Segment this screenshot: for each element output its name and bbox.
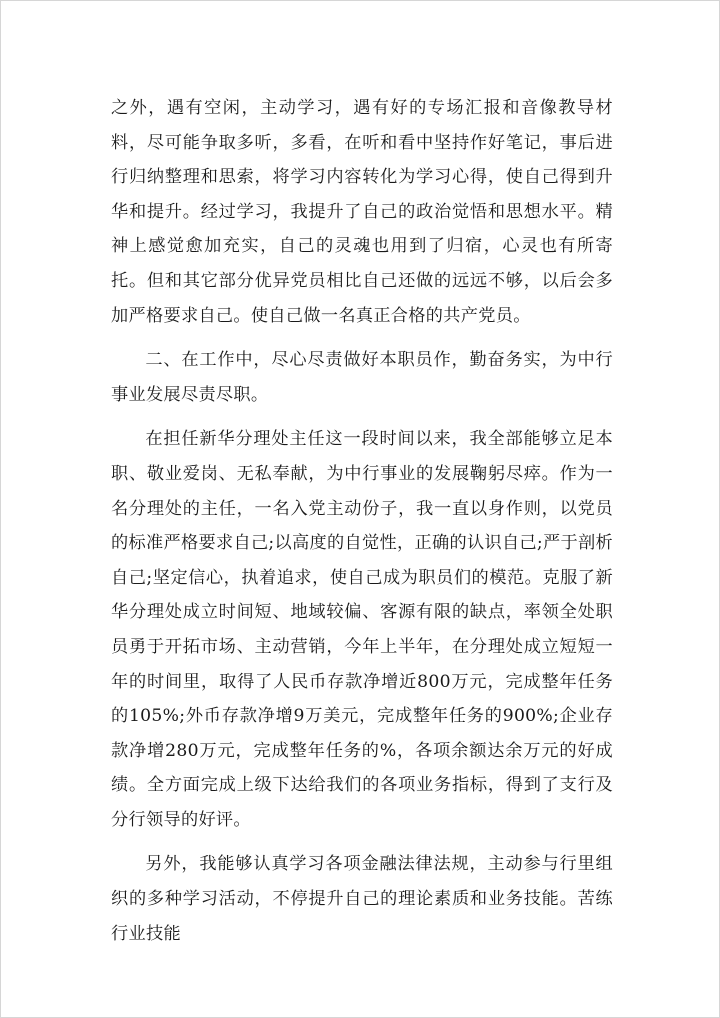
paragraph-additional-learning: 另外，我能够认真学习各项金融法律法规，主动参与行里组织的多种学习活动，不停提升自己的理论素质和业务技能。苦练行业技能	[111, 854, 613, 944]
paragraph-study-continuation: 之外，遇有空闲，主动学习，遇有好的专场汇报和音像教导材料，尽可能争取多听，多看，在听和看中坚持作好笔记，事后进行归纳整理和思索，将学习内容转化为学习心得，使自己得到升华和提升。经过学习，我提升了自己的政治觉悟和思想水平。精神上感觉愈加充实，自己的灵魂也用到了归宿，心灵也有所寄托。但和其它部分优异党员相比自己还做的远远不够，以后会多加严格要求自己。使自己做一名真正合格的共产党员。	[111, 98, 613, 326]
paragraph-branch-achievements: 在担任新华分理处主任这一段时间以来，我全部能够立足本职、敬业爱岗、无私奉献，为中行事业的发展鞠躬尽瘁。作为一名分理处的主任，一名入党主动份子，我一直以身作则，以党员的标准严格要求自己;以高度的自觉性，正确的认识自己;严于剖析自己;坚定信心，执着追求，使自己成为职员们的模范。克服了新华分理处成立时间短、地域较偏、客源有限的缺点，率领全处职员勇于开拓市场、主动营销，今年上半年，在分理处成立短短一年的时间里，取得了人民币存款净增近800万元，完成整年任务的105%;外币存款净增9万美元，完成整年任务的900%;企业存款净增280万元，完成整年任务的%，各项余额达余万元的好成绩。全方面完成上级下达给我们的各项业务指标，得到了支行及分行领导的好评。	[111, 429, 613, 830]
paragraph-section-heading-work: 二、在工作中，尽心尽责做好本职员作，勤奋务实，为中行事业发展尽责尽职。	[111, 350, 613, 405]
document-body	[111, 91, 613, 951]
